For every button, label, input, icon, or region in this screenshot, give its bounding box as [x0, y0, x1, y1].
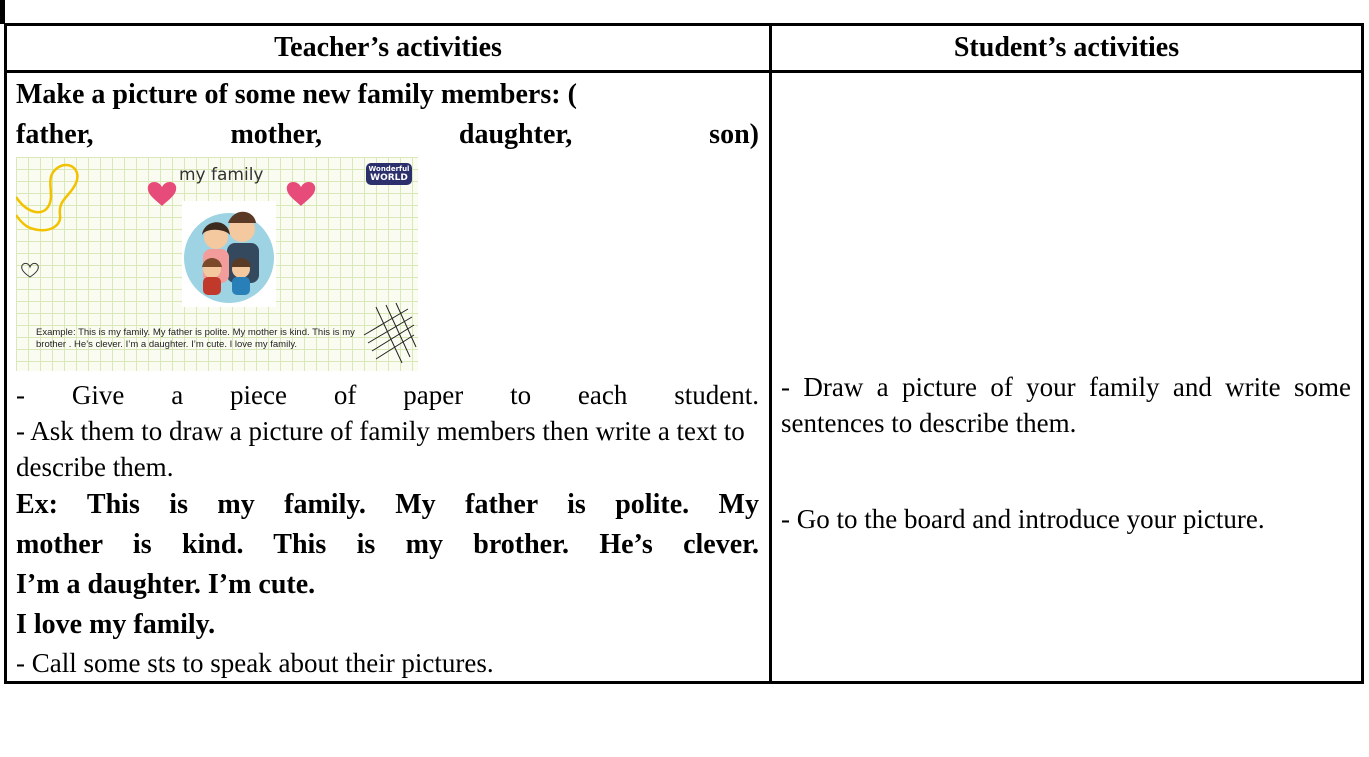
header-row: [6, 25, 1363, 72]
blank-space: [781, 75, 1351, 369]
picture-title: my family: [179, 165, 264, 185]
example-line3: I’m a daughter. I’m cute.: [16, 569, 316, 600]
member-word: mother,: [230, 119, 322, 150]
member-word: son): [709, 119, 759, 150]
step-give-paper: - Give a piece of paper to each student.: [16, 380, 759, 410]
wonderful-world-logo: Wonderful WORLD: [366, 163, 412, 185]
example-line4: I love my family.: [16, 609, 216, 640]
page-edge-line: [0, 0, 5, 24]
example-line1: Ex: This is my family. My father is polite. My: [16, 489, 759, 520]
activities-table: [4, 23, 1364, 684]
teacher-cell: [6, 72, 771, 683]
task-heading-line2: [16, 115, 759, 155]
blank-space: [781, 441, 1351, 501]
member-word: daughter,: [458, 119, 573, 150]
task-heading-line1: Make a picture of some new family members: (: [16, 79, 577, 110]
header-student-activities: Student’s activities: [771, 25, 1363, 72]
student-cell: [771, 72, 1363, 683]
header-teacher-activities: Teacher’s activities: [6, 25, 771, 72]
example-line2: mother is kind. This is my brother. He’s clever.: [16, 529, 759, 560]
student-activity-introduce: - Go to the board and introduce your picture.: [781, 504, 1265, 534]
yellow-scribble: [16, 165, 77, 230]
heart-icon: [148, 182, 176, 206]
member-word: father,: [16, 119, 94, 150]
picture-example-text: Example: This is my family. My father is polite. My mother is kind. This is my brother . He’s clever. I’m a daughter. I’m cute. I love my family.: [36, 327, 355, 350]
content-row: [6, 72, 1363, 683]
heart-icon: [287, 182, 315, 206]
small-heart-doodle: [22, 263, 39, 277]
step-call-students: - Call some sts to speak about their pictures.: [16, 648, 494, 678]
family-picture-example: [16, 157, 418, 371]
student-activity-draw: - Draw a picture of your family and write some sentences to describe them.: [781, 372, 1351, 438]
hatch-doodle: [364, 303, 416, 363]
step-ask-draw: - Ask them to draw a picture of family members then write a text to describe them.: [16, 416, 745, 482]
